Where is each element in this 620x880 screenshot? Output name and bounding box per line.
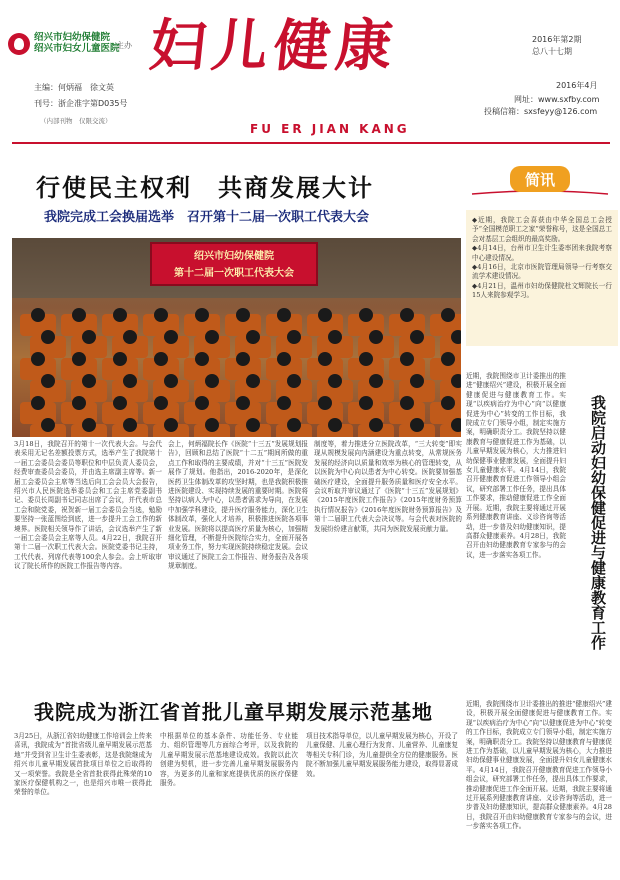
brief-title: 简讯 <box>524 171 556 189</box>
issue-number: 2016年第2期 <box>532 35 582 44</box>
attendee <box>123 418 137 432</box>
attendee <box>236 396 250 410</box>
attendee <box>318 308 332 322</box>
attendee <box>400 396 414 410</box>
brief-panel <box>466 210 618 346</box>
attendee <box>369 418 383 432</box>
attendee <box>72 308 86 322</box>
second-column-1: 3月25日，从浙江省妇幼健康工作培训会上传来喜讯，我院成为“首批省级儿童早期发展示范基地”并受到省卫生计生委表彰，这是我院继成为绍兴市儿童早期发展首批项目单位之后取得的又一项荣誉。我院是全省首批获得此殊荣的10家医疗保健机构之一，也是绍兴市唯一获得此荣誉的单位。 <box>14 732 152 797</box>
attendee <box>277 308 291 322</box>
attendee <box>328 374 342 388</box>
attendee <box>41 374 55 388</box>
attendee <box>287 374 301 388</box>
attendee <box>277 352 291 366</box>
attendee <box>441 308 455 322</box>
attendee <box>31 396 45 410</box>
website: 网址：www.sxfby.com <box>514 95 600 104</box>
attendee <box>72 352 86 366</box>
attendee <box>410 418 424 432</box>
second-column-2: 中根据单位的基本条件、功能任务、专业能力、组织管理等几方面综合考评，以及我院的儿童早期发展示范基地建设成效。我院以此次创建为契机，进一步完善儿童早期发展服务内容，为更多的儿童和家庭提供优质的医疗保健服务。 <box>160 732 298 788</box>
side-story-headline: 我院启动妇幼保健促进与健康教育工作 <box>589 395 607 650</box>
attendee <box>82 330 96 344</box>
attendee <box>400 308 414 322</box>
attendee <box>441 396 455 410</box>
attendee <box>318 352 332 366</box>
attendee <box>205 418 219 432</box>
masthead-rule <box>12 142 610 144</box>
attendee <box>113 352 127 366</box>
attendee <box>410 374 424 388</box>
lead-column-3: 制度等，着力推进分立医院改革，“三大转变”即实现从规模发展向内涵建设为重点转变，从常规医务发展的经济向以质量和效率为核心的管理转变，从以医院为中心向以患者为中心转变。医院要加强基础医疗建设，全面提升服务质量和医疗安全水平。会议听取并审议通过了《医院“十三五”发展规划》《2015年度医院工作报告》《2015年度财务预算执行情况报告》《2016年度医院财务预算报告》及第十二届职工代表大会决议等。与会代表对医院的发展纷纷建言献策，共同为医院发展贡献力量。 <box>314 440 462 533</box>
attendee <box>369 330 383 344</box>
attendee <box>154 396 168 410</box>
attendee <box>195 352 209 366</box>
brief-item: ◆4月14日，台州市卫生计生委率团来我院考察中心建设情况。 <box>472 244 612 262</box>
attendee <box>451 418 461 432</box>
attendee <box>328 330 342 344</box>
attendee <box>236 308 250 322</box>
attendee <box>123 330 137 344</box>
attendee <box>72 396 86 410</box>
masthead-title: 妇儿健康 <box>146 13 402 79</box>
attendee <box>246 418 260 432</box>
attendee <box>195 396 209 410</box>
attendee <box>246 374 260 388</box>
attendee <box>359 308 373 322</box>
attendee <box>205 330 219 344</box>
attendee <box>287 330 301 344</box>
email: 投稿信箱：sxsfeyy@126.com <box>484 107 598 116</box>
total-issue: 总八十七期 <box>532 47 572 56</box>
attendee <box>164 330 178 344</box>
attendee <box>195 308 209 322</box>
attendee <box>287 418 301 432</box>
attendee <box>31 352 45 366</box>
attendee <box>246 330 260 344</box>
brief-item: ◆4月16日，北京市医院管理局领导一行考察交流学术建设情况。 <box>472 263 612 281</box>
attendee <box>41 330 55 344</box>
lead-subheadline: 我院完成工会换届选举 召开第十二届一次职工代表大会 <box>44 210 370 225</box>
attendee <box>164 374 178 388</box>
issue-date: 2016年4月 <box>556 81 598 90</box>
attendee <box>31 308 45 322</box>
brief-item: ◆近期，我院工会喜获由中华全国总工会授予“全国模范职工之家”荣誉称号，这是全国总工会对基层工会组织的最高奖励。 <box>472 216 612 243</box>
attendee <box>359 352 373 366</box>
attendee <box>113 396 127 410</box>
internal-note: （内部刊物 仅限交流） <box>40 117 112 125</box>
hospital-logo-icon <box>8 33 30 55</box>
meeting-photo <box>12 238 461 437</box>
photo-banner: 绍兴市妇幼保健院 第十二届一次职工代表大会 <box>150 242 318 286</box>
attendee <box>441 352 455 366</box>
attendee <box>328 418 342 432</box>
second-column-4: 近期，我院围绕市卫计委推出的推进“健康绍兴”建设，积极开展全面健康促进与健康教育工作。实现“以疾病治疗为中心”向“以健康促进为中心”转变的工作目标，我院成立专门领导小组，制定实施方案，明确职责分工。我院坚持以健康教育与健康促进工作为基础，以儿童早期发展为核心，大力推进妇幼保健事业健康发展，全面提升妇女儿童健康水平。4月14日，我院召开健康教育促进工作领导小组会议，研究部署工作任务，提出具体工作要求，推动健康促进工作全面开展。近期，我院主要将通过开展系列健康教育讲座、义诊咨询等活动，进一步普及妇幼健康知识，提高群众健康素养。4月28日，我院召开由妇幼健康教育专家参与的会议，进一步落实各项工作。 <box>466 700 612 831</box>
attendee <box>359 396 373 410</box>
brief-item: ◆4月21日，温州市妇幼保健院杜文辉院长一行15人来院参观学习。 <box>472 281 612 300</box>
editors: 主编：何炳福 徐文英 <box>34 83 114 92</box>
lead-column-2: 会上，何炳福院长作《医院“十三五”发展规划报告》，回顾和总结了医院“十二五”期间所做的重点工作和取得的主要成绩，并对“十三五”医院发展作了规划。他指出，2016-2020年，是深化医药卫生体制改革的攻坚时期，也是我院积极推进医院建设、实现持续发展的重要时期。医院将坚持以病人为中心，以患者需求为导向，在发展中加强学科建设，提升医疗服务能力，深化卫生体制改革，强化人才培养，积极推进医院各项事业发展。医院将以提高医疗质量为核心，加强精细化管理，不断提升医院综合实力，全面开展各项业务工作，努力实现医院持续稳定发展。会议审议通过了医院工会工作报告、财务报告及各项规章制度。 <box>168 440 308 571</box>
attendee <box>164 418 178 432</box>
second-headline: 我院成为浙江省首批儿童早期发展示范基地 <box>34 700 433 724</box>
attendee <box>369 374 383 388</box>
masthead-pinyin: FU ER JIAN KANG <box>250 122 410 136</box>
brief-heading <box>470 160 610 200</box>
attendee <box>82 418 96 432</box>
attendee <box>400 352 414 366</box>
attendee <box>154 352 168 366</box>
attendee <box>113 308 127 322</box>
attendee <box>123 374 137 388</box>
lead-column-1: 3月18日，我院召开的第十一次代表大会。与会代表采用无记名差额投票方式，选举产生了我院第十一届工会委员会委员等职位和中层负责人委员会，经费审查委员会委员，并由选主席副主席等。新一届工会委员会主席等当选后向工会会员大会报告，绍兴市人民医院选举委员会和工会主席党委副书记、委员长周副书记同志出席了会议，并代表市总工会和院党委，祝贺新一届工会委员会当选，勉励要坚持一张蓝图绘到底，进一步提升工会工作的新境界。医院相关领导作了讲话，会议选举产生了新一届工会委员会主席等人员。4月22日，我院召开第十二届一次职工代表大会。医院党委书记主持，工代代表、列席代表等100余人参会。会上听取审议了院长所作的医院工作报告等内容。 <box>14 440 162 571</box>
lead-headline: 行使民主权利 共商发展大计 <box>36 173 374 202</box>
issn: 刊号：浙企准字第D035号 <box>34 99 128 108</box>
attendee <box>451 374 461 388</box>
attendee <box>277 396 291 410</box>
attendee <box>236 352 250 366</box>
attendee <box>154 308 168 322</box>
second-column-3: 项目技术指导单位，以儿童早期发展为核心，开设了儿童保健、儿童心理行为发育、儿童营养、儿童康复等相关专科门诊，为儿童提供全方位的健康服务。医院不断加强儿童早期发展服务能力建设，取得显著成效。 <box>306 732 458 778</box>
side-story-body: 近期，我院围绕市卫计委推出的推进“健康绍兴”建设，积极开展全面健康促进与健康教育工作。实现“以疾病治疗为中心”向“以健康促进为中心”转变的工作目标，我院成立专门领导小组，制定实施方案，明确职责分工。我院坚持以健康教育与健康促进工作为基础，以儿童早期发展为核心，大力推进妇幼保健事业健康发展，全面提升妇女儿童健康水平。4月14日，我院召开健康教育促进工作领导小组会议，研究部署工作任务，提出具体工作要求，推动健康促进工作全面开展。近期，我院主要将通过开展系列健康教育讲座、义诊咨询等活动，进一步普及妇幼健康知识，提高群众健康素养。4月28日，我院召开由妇幼健康教育专家参与的会议，进一步落实各项工作。 <box>466 372 566 559</box>
attendee <box>205 374 219 388</box>
attendee <box>82 374 96 388</box>
attendee <box>41 418 55 432</box>
host-label: 主办 <box>116 41 132 50</box>
attendee <box>451 330 461 344</box>
attendee <box>410 330 424 344</box>
hospital-name: 绍兴市妇幼保健院 绍兴市妇女儿童医院 <box>34 32 120 54</box>
attendee <box>318 396 332 410</box>
